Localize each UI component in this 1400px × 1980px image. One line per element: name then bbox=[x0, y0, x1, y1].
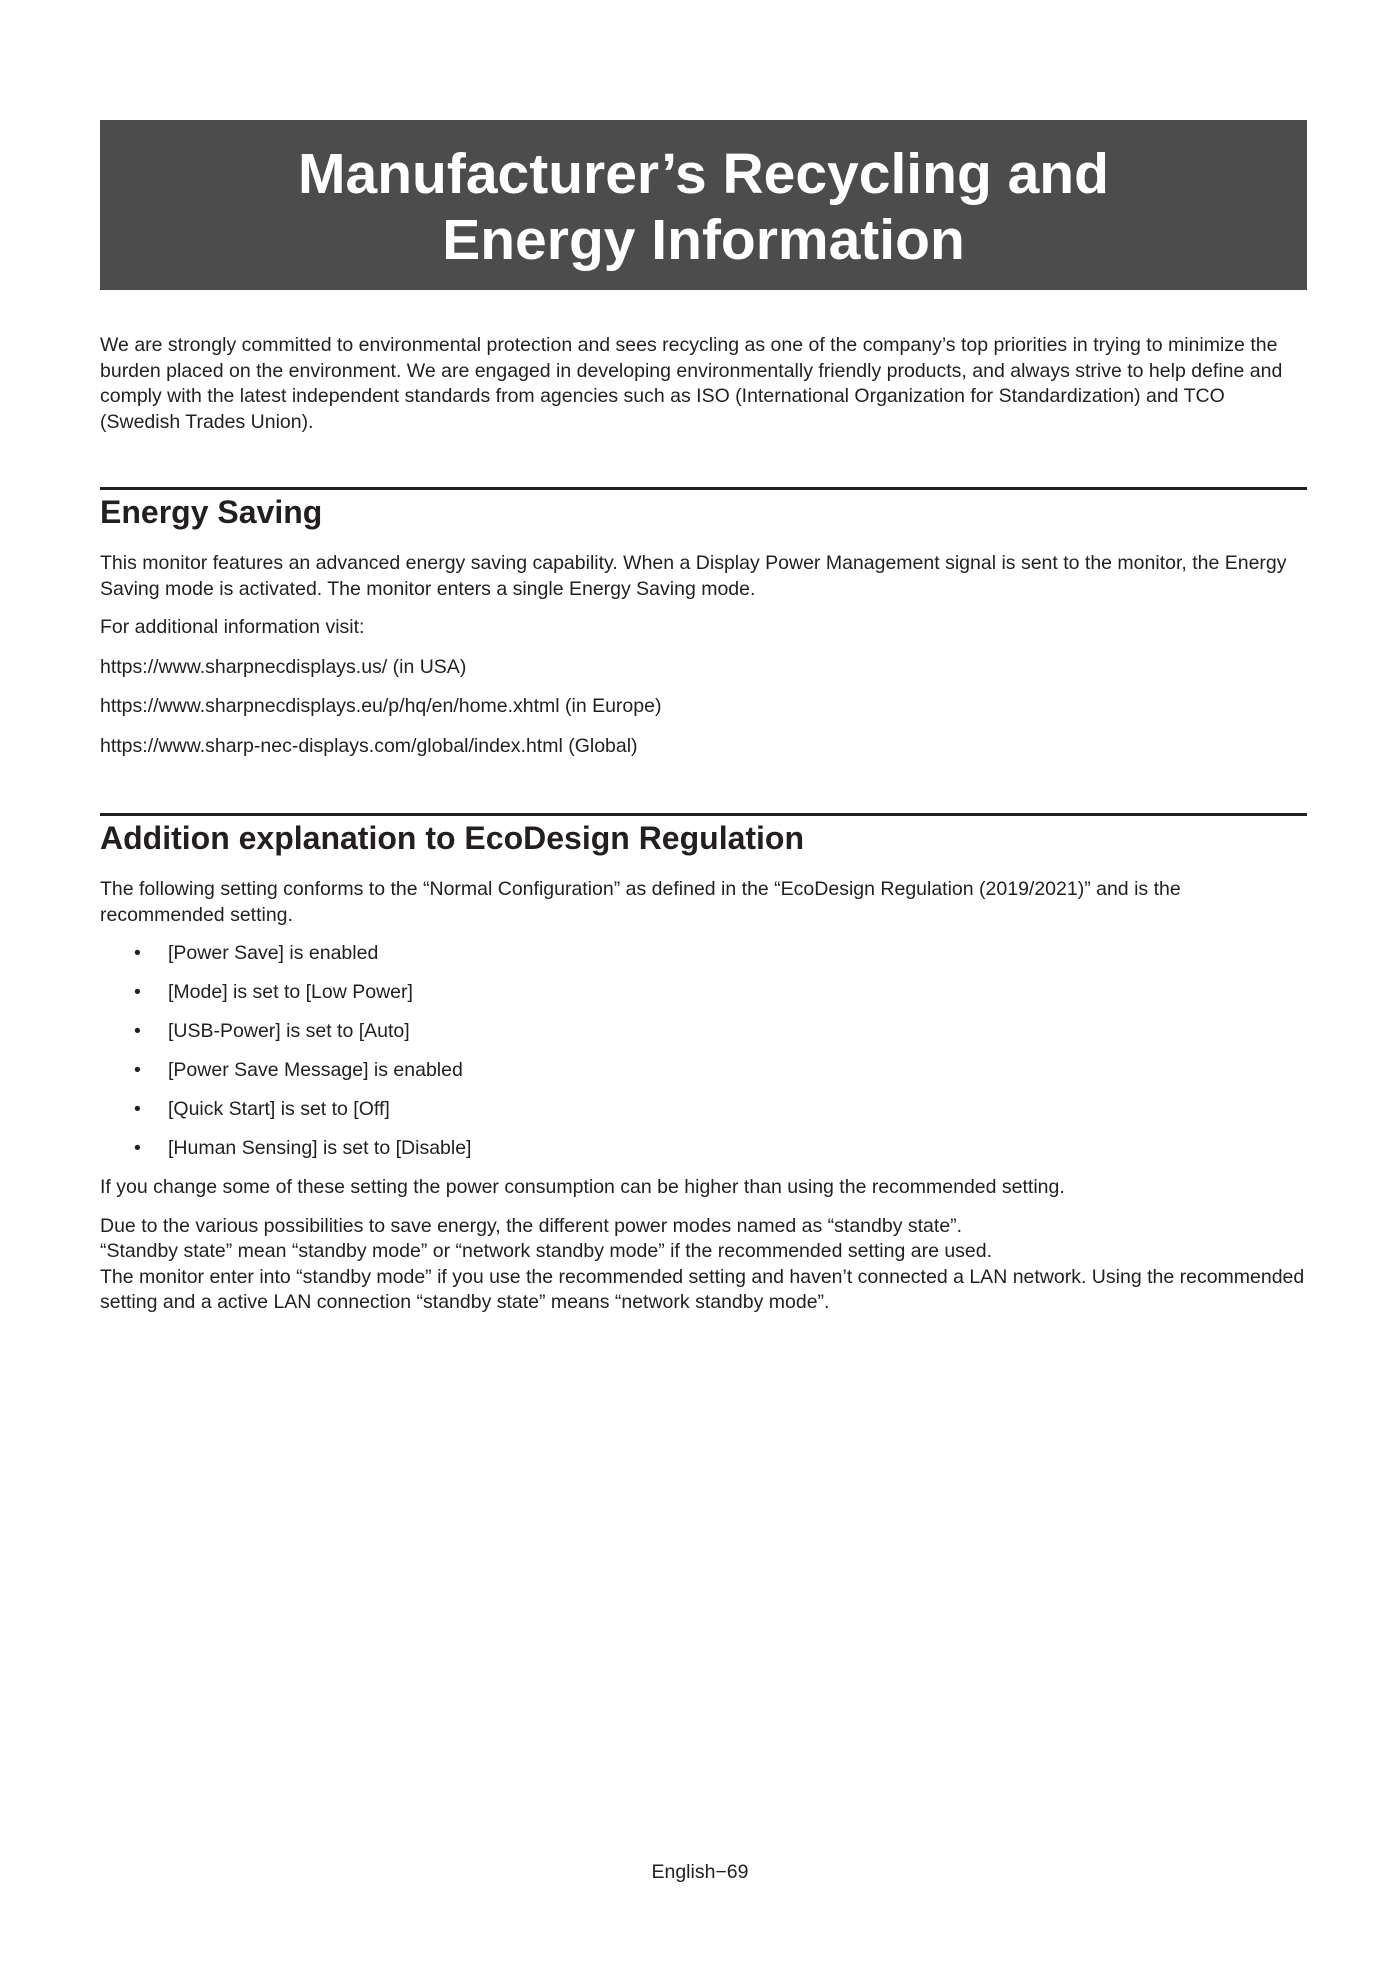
energy-saving-heading: Energy Saving bbox=[100, 494, 323, 530]
bullet-icon: • bbox=[134, 1059, 141, 1081]
link-europe: https://www.sharpnecdisplays.eu/p/hq/en/home.xhtml (in Europe) bbox=[100, 695, 662, 717]
section-divider bbox=[100, 487, 1307, 490]
info-label: For additional information visit: bbox=[100, 616, 365, 638]
standby-explanation bbox=[100, 1214, 1307, 1316]
energy-saving-description: This monitor features an advanced energy saving capability. When a Display Power Management signal is sent to the monitor, the Energy Saving mode is activated. The monitor enters a single Energy Saving mode. bbox=[100, 552, 1287, 600]
page-title-line-1: Manufacturer’s Recycling and bbox=[298, 142, 1109, 206]
page-title-line-2: Energy Information bbox=[442, 208, 965, 272]
document-page bbox=[100, 120, 1307, 1329]
power-consumption-note: If you change some of these setting the power consumption can be higher than using the recommended setting. bbox=[100, 1176, 1065, 1198]
setting-text: [Quick Start] is set to [Off] bbox=[168, 1098, 390, 1120]
link-usa: https://www.sharpnecdisplays.us/ (in USA) bbox=[100, 655, 467, 678]
list-item bbox=[100, 1019, 1307, 1045]
list-item bbox=[100, 980, 1307, 1006]
setting-text: [Power Save Message] is enabled bbox=[168, 1059, 463, 1081]
setting-text: [Power Save] is enabled bbox=[168, 942, 379, 964]
ecodesign-intro: The following setting conforms to the “Normal Configuration” as defined in the “EcoDesign Regulation (2019/2021)” and is the recommended setting. bbox=[100, 878, 1181, 926]
bullet-icon: • bbox=[134, 1020, 141, 1042]
energy-saving-section bbox=[100, 487, 1307, 759]
link-global: https://www.sharp-nec-displays.com/global/index.html (Global) bbox=[100, 734, 638, 757]
bullet-icon: • bbox=[134, 981, 141, 1003]
standby-line-2: “Standby state” mean “standby mode” or “network standby mode” if the recommended setting are used. bbox=[100, 1240, 993, 1262]
page-number: English−69 bbox=[651, 1861, 749, 1883]
standby-line-3: The monitor enter into “standby mode” if you use the recommended setting and haven’t connected a LAN network. Using the recommended setting and a active LAN connection “standby state” means “network standby mode”. bbox=[100, 1265, 1305, 1313]
bullet-icon: • bbox=[134, 1137, 141, 1159]
setting-text: [Mode] is set to [Low Power] bbox=[168, 981, 413, 1003]
list-item bbox=[100, 941, 1307, 967]
intro-paragraph: We are strongly committed to environmental protection and sees recycling as one of the company’s top priorities in trying to minimize the burden placed on the environment. We are engaged in developing environmentally friendly products, and always strive to help define and comply with the latest independent standards from agencies such as ISO (International Organization for Standardization) and TCO (Swedish Trades Union). bbox=[100, 334, 1283, 433]
ecodesign-section bbox=[100, 813, 1307, 1316]
list-item bbox=[100, 1058, 1307, 1084]
bullet-icon: • bbox=[134, 1098, 141, 1120]
list-item bbox=[100, 1136, 1307, 1162]
list-item bbox=[100, 1097, 1307, 1123]
setting-text: [USB-Power] is set to [Auto] bbox=[168, 1020, 410, 1042]
standby-line-1: Due to the various possibilities to save energy, the different power modes named as “standby state”. bbox=[100, 1214, 963, 1237]
settings-list bbox=[100, 941, 1307, 1162]
section-divider bbox=[100, 813, 1307, 816]
ecodesign-heading: Addition explanation to EcoDesign Regulation bbox=[100, 820, 805, 856]
title-banner bbox=[100, 120, 1307, 290]
setting-text: [Human Sensing] is set to [Disable] bbox=[168, 1137, 472, 1159]
bullet-icon: • bbox=[134, 942, 141, 964]
